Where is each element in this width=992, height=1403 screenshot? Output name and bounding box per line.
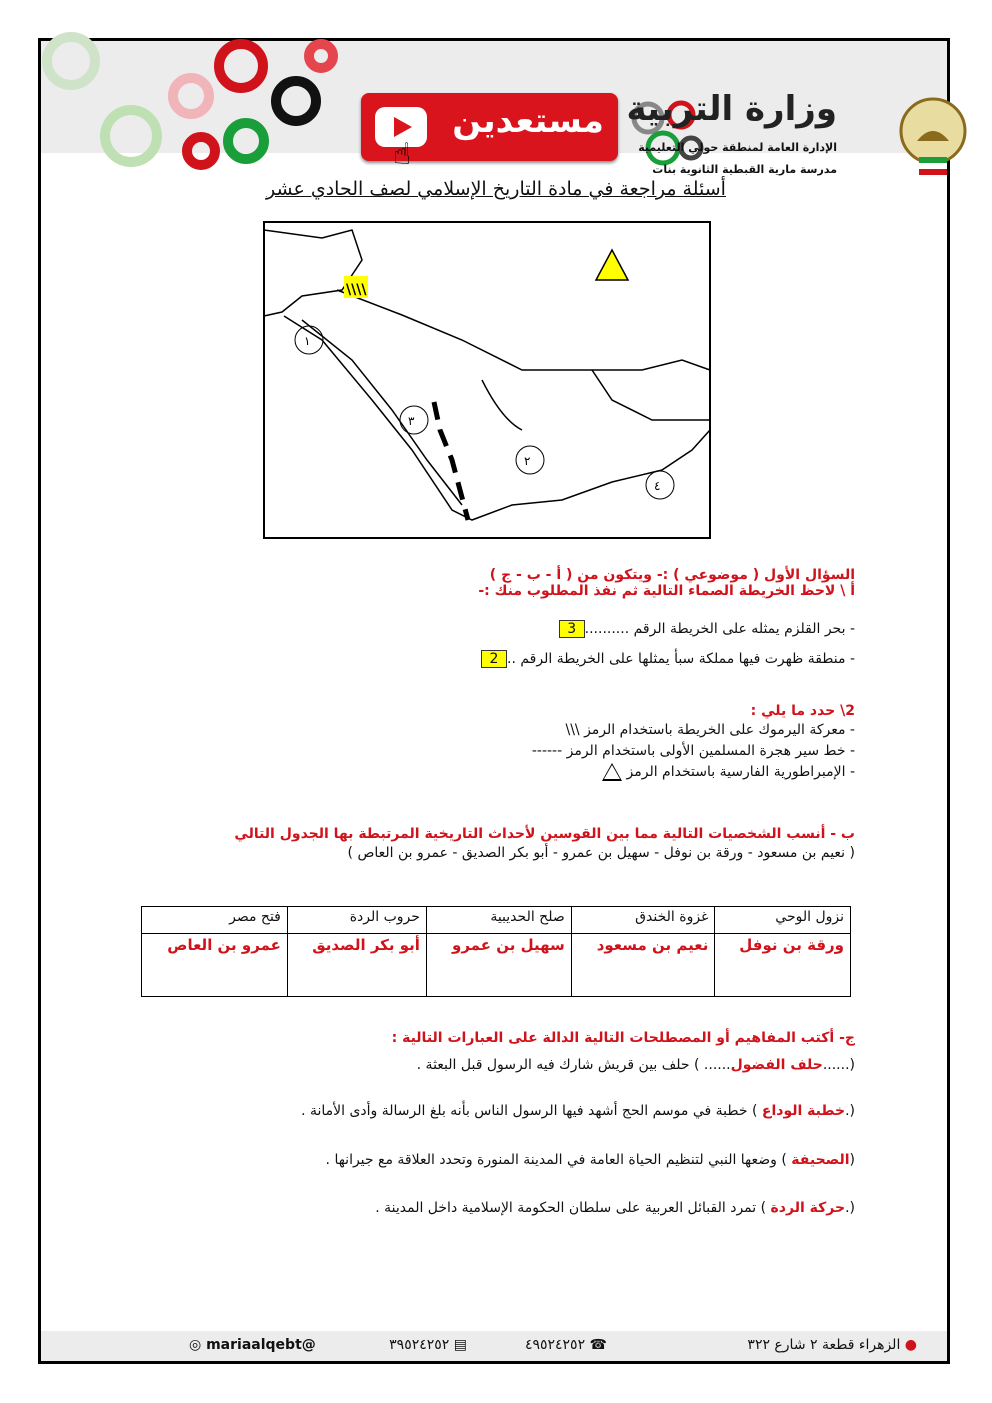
answer-box-a1: 3 xyxy=(559,620,585,638)
footer-phone: ☎ ٤٩٥٢٤٢٥٢ xyxy=(524,1337,607,1353)
ministry-title: وزارة التربية xyxy=(626,89,837,129)
q1-heading: السؤال الأول ( موضوعي ) :- ويتكون من ( أ - ب - ج ) أ \ لاحظ الخريطة الصماء التالية ثم نفذ المطلوب منك :- xyxy=(130,567,855,599)
header-banner xyxy=(41,41,947,176)
part-2: 2\ حدد ما يلي : - معركة اليرموك على الخريطة باستخدام الرمز \\\ - خط سير هجرة المسلمين الأولى باستخدام الرمز ------ - الإمبراطورية الفارسية باستخدام الرمز xyxy=(531,703,855,780)
footer-address: ● الزهراء قطعة ٢ شارع ٣٢٢ xyxy=(747,1337,917,1353)
mustaideen-button[interactable]: مستعدين xyxy=(361,93,618,161)
footer-fax: ▤ ٣٩٥٢٤٢٥٢ xyxy=(389,1337,467,1353)
phone-icon: ☎ xyxy=(589,1337,607,1353)
term-item: (.خطبة الوداع ) خطبة في موسم الحج أشهد فيها الرسول الناس بأنه بلغ الرسالة وأدى الأمانة . xyxy=(301,1103,855,1119)
hijra-route xyxy=(434,402,468,520)
term-item: (......حلف الفضول...... ) حلف بين قريش شارك فيه الرسول قبل البعثة . xyxy=(416,1057,855,1073)
gears-decoration xyxy=(41,41,341,153)
yarmouk-symbol: \\\\ xyxy=(346,282,367,298)
hand-cursor-icon: ☝ xyxy=(393,137,412,172)
table-header: نزول الوحي xyxy=(715,907,851,934)
map-label-1: ١ xyxy=(304,334,311,348)
persian-triangle-icon xyxy=(596,250,628,280)
question-a2: - منطقة ظهرت فيها مملكة سبأ يمثلها على الخريطة الرقم ..2 xyxy=(130,648,855,668)
table-answer: عمرو بن العاص xyxy=(142,934,288,997)
table-header: صلح الحديبية xyxy=(426,907,571,934)
page-title: أسئلة مراجعة في مادة التاريخ الإسلامي لصف الحادي عشر xyxy=(266,178,726,200)
table-header: فتح مصر xyxy=(142,907,288,934)
matching-table xyxy=(141,906,851,997)
term-item: (.حركة الردة ) تمرد القبائل العربية على سلطان الحكومة الإسلامية داخل المدينة . xyxy=(375,1200,855,1216)
table-answer: سهيل بن عمرو xyxy=(426,934,571,997)
part-c-heading: ج- أكتب المفاهيم أو المصطلحات التالية الدالة على العبارات التالية : xyxy=(391,1030,855,1046)
department-line: الإدارة العامة لمنطقة حولي التعليمية xyxy=(638,141,837,154)
footer-instagram[interactable]: @mariaalqebt ◎ xyxy=(189,1337,316,1353)
table-header: غزوة الخندق xyxy=(571,907,715,934)
kuwait-emblem xyxy=(897,91,969,179)
map-label-3: ٣ xyxy=(408,414,415,428)
part-a-heading: أ \ لاحظ الخريطة الصماء التالية ثم نفذ المطلوب منك :- xyxy=(478,583,855,599)
blind-map xyxy=(262,220,712,540)
table-answer: نعيم بن مسعود xyxy=(571,934,715,997)
table-answer: أبو بكر الصديق xyxy=(287,934,426,997)
table-header: حروب الردة xyxy=(287,907,426,934)
part-b: ب - أنسب الشخصيات التالية مما بين القوسين لأحداث التاريخية المرتبطة بها الجدول التالي ( نعيم بن مسعود - ورقة بن نوفل - سهيل بن عمرو - أبو بكر الصديق - عمرو بن العاص ) xyxy=(234,826,855,861)
school-line: مدرسة مارية القبطية الثانوية بنات xyxy=(652,163,837,176)
instagram-icon: ◎ xyxy=(189,1337,202,1353)
map-label-4: ٤ xyxy=(654,479,661,493)
triangle-icon xyxy=(602,763,622,781)
question-a1: - بحر القلزم يمثله على الخريطة الرقم ..........3 xyxy=(130,618,855,638)
answer-box-a2: 2 xyxy=(481,650,507,668)
table-answer: ورقة بن نوفل xyxy=(715,934,851,997)
fax-icon: ▤ xyxy=(453,1337,467,1353)
footer-bar xyxy=(41,1331,947,1361)
map-label-2: ٢ xyxy=(524,454,531,468)
location-icon: ● xyxy=(904,1337,917,1353)
term-item: (الصحيفة ) وضعها النبي لتنظيم الحياة العامة في المدينة المنورة وتحدد العلاقة مع جيرانها . xyxy=(325,1152,855,1168)
